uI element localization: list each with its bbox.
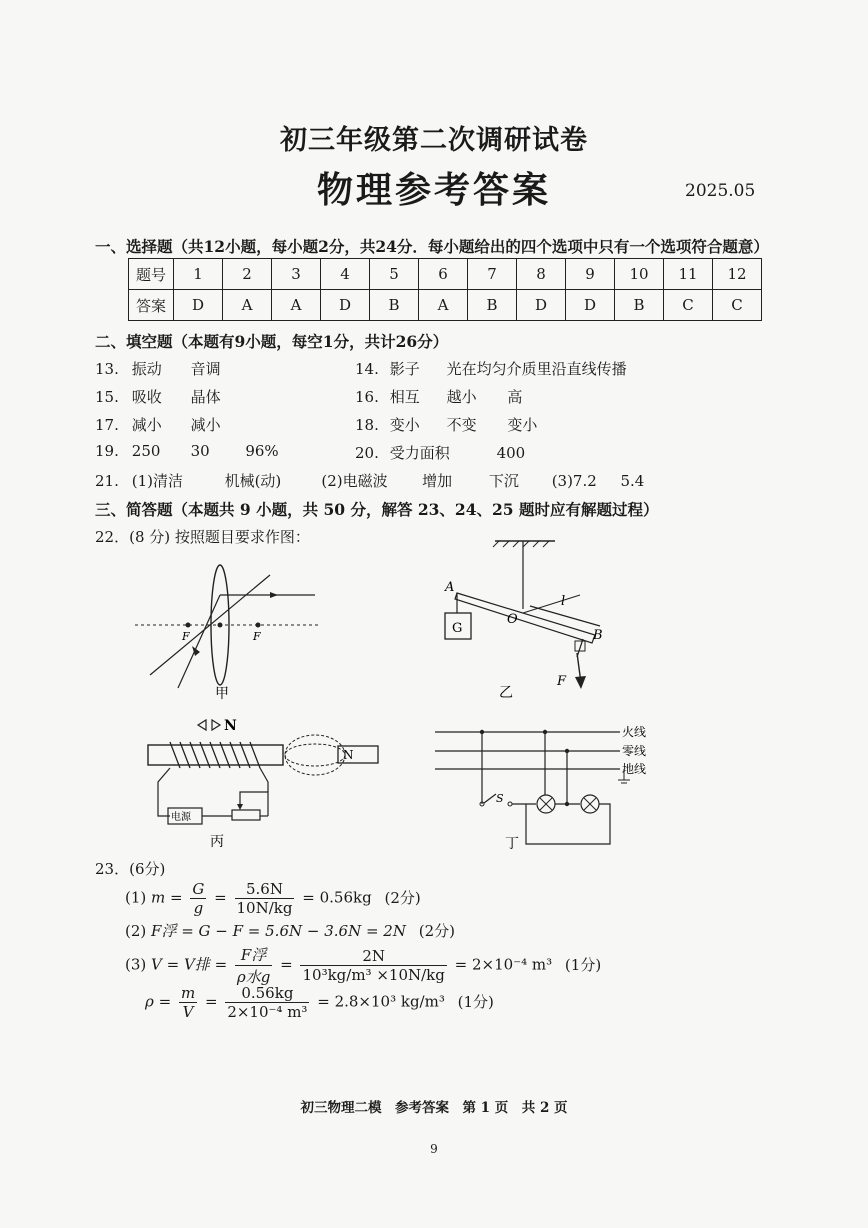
live-wire-label: 火线 — [622, 725, 647, 739]
formula-result: = 0.56kg — [302, 888, 372, 907]
answer-key-title: 物理参考答案 — [316, 169, 551, 211]
equals-sign: = — [204, 992, 218, 1011]
answer-cell: C — [713, 290, 762, 321]
answer-cell: A — [419, 290, 468, 321]
line-prefix: (2) — [125, 922, 147, 940]
item-number: 13. — [95, 360, 119, 378]
force-label-f: F — [557, 674, 567, 689]
fill-item-14 — [355, 358, 627, 379]
focus-label-right: F — [253, 630, 261, 643]
item-number: 14. — [355, 360, 379, 378]
question-22-prompt: 22．(8 分) 按照题目要求作图： — [95, 528, 310, 546]
formula-text: F浮 = G − F = 5.6N − 3.6N = 2N — [151, 922, 406, 940]
item-number: 19. — [95, 442, 119, 460]
focus-label-left: F — [182, 630, 190, 643]
question-number: 12 — [713, 259, 762, 290]
item-answer: 增加 — [422, 472, 453, 490]
item-number: 20. — [355, 444, 379, 462]
item-answer: 光在均匀介质里沿直线传播 — [446, 360, 627, 378]
focus-point-right — [256, 623, 261, 628]
fraction — [190, 880, 206, 917]
fill-item-15 — [95, 386, 221, 407]
formula-lhs: V = V排 = — [151, 955, 228, 974]
fill-item-16 — [355, 386, 522, 407]
item-answer: 400 — [496, 444, 526, 462]
item-answer: 高 — [507, 388, 523, 406]
answer-cell: D — [174, 290, 223, 321]
row-label-answer: 答案 — [129, 290, 174, 321]
item-answer: 下沉 — [488, 472, 519, 490]
answer-cell: A — [272, 290, 321, 321]
item-answer: 250 — [131, 442, 161, 460]
fraction-numerator: F浮 — [235, 944, 272, 966]
item-answer: 变小 — [507, 416, 538, 434]
coil-winding — [170, 742, 260, 768]
fraction-denominator: 2×10⁻⁴ m³ — [227, 1003, 308, 1021]
answer-table — [128, 258, 762, 321]
item-answer: 越小 — [446, 388, 477, 406]
answer-cell: B — [468, 290, 517, 321]
item-answer: 变小 — [389, 416, 420, 434]
score-note: (1分) — [564, 955, 602, 974]
magnet-pole-label: N — [343, 748, 354, 762]
answer-cell: D — [517, 290, 566, 321]
figure-yi-caption: 乙 — [499, 685, 513, 701]
question-number: 5 — [370, 259, 419, 290]
item-answer: 影子 — [389, 360, 420, 378]
fraction — [300, 947, 446, 984]
question-number: 1 — [174, 259, 223, 290]
switch-blade — [484, 794, 496, 803]
question-number: 10 — [615, 259, 664, 290]
question-number: 4 — [321, 259, 370, 290]
fill-item-19 — [95, 442, 279, 460]
score-note: (2分) — [384, 888, 421, 907]
item-number: 17. — [95, 416, 119, 434]
compass-pole-label: N — [224, 718, 237, 734]
item-answer: 音调 — [190, 360, 221, 378]
formula-lhs: ρ = — [145, 992, 172, 1011]
fraction-numerator: G — [192, 880, 205, 898]
item-answer: (2)电磁波 — [321, 472, 388, 490]
answer-cell: B — [615, 290, 664, 321]
fraction — [235, 880, 295, 917]
item-answer: 不变 — [446, 416, 477, 434]
lever-label-b: B — [593, 628, 603, 643]
answer-table-answer-row — [129, 290, 762, 321]
q23-line-4 — [145, 984, 494, 1021]
item-answer: 减小 — [190, 416, 221, 434]
fill-item-17 — [95, 414, 221, 435]
item-answer: 吸收 — [131, 388, 162, 406]
focus-point-left — [186, 623, 191, 628]
exam-title: 初三年级第二次调研试卷 — [280, 125, 588, 156]
item-number: 15. — [95, 388, 119, 406]
item-answer: (1)清洁 — [131, 472, 184, 490]
answer-cell: C — [664, 290, 713, 321]
question-23-label: 23．(6分) — [95, 860, 166, 878]
item-number: 16. — [355, 388, 379, 406]
q23-line-2 — [125, 920, 455, 941]
answer-cell: B — [370, 290, 419, 321]
fraction — [225, 984, 309, 1021]
exam-date: 2025.05 — [685, 181, 756, 201]
formula-lhs: m = — [151, 888, 183, 907]
item-answer: 受力面积 — [389, 444, 450, 462]
q23-line-3 — [125, 944, 601, 987]
fill-item-13 — [95, 358, 221, 379]
fraction-denominator: ρ水g — [236, 968, 271, 986]
item-answer: 减小 — [131, 416, 162, 434]
fraction-denominator: g — [193, 899, 204, 917]
item-answer: 5.4 — [620, 472, 645, 490]
question-number: 6 — [419, 259, 468, 290]
equals-sign: = — [214, 888, 227, 907]
page-footer: 初三物理二模 参考答案 第 1 页 共 2 页 — [300, 1100, 568, 1116]
fraction — [179, 984, 197, 1021]
row-label-number: 题号 — [129, 259, 174, 290]
item-answer: (3)7.2 — [551, 472, 597, 490]
lever-label-o: O — [507, 612, 518, 627]
neutral-wire-label: 零线 — [622, 744, 647, 758]
figure-yi-lever — [435, 535, 625, 705]
figure-bing-electromagnet — [140, 712, 385, 852]
rheostat — [232, 810, 260, 820]
lever-label-a: A — [445, 580, 455, 595]
equals-sign: = — [280, 955, 293, 974]
question-number: 11 — [664, 259, 713, 290]
item-answer: 机械(动) — [224, 472, 282, 490]
line-prefix: (3) — [125, 955, 147, 974]
question-number: 7 — [468, 259, 517, 290]
section3-heading: 三、简答题（本题共 9 小题，共 50 分，解答 23、24、25 题时应有解题过程） — [95, 500, 659, 519]
fraction-numerator: m — [180, 984, 196, 1002]
item-answer: 振动 — [131, 360, 162, 378]
item-answer: 30 — [190, 442, 210, 460]
switch-label: S — [496, 792, 504, 805]
fraction — [235, 944, 272, 987]
answer-cell: A — [223, 290, 272, 321]
figure-ding-circuit — [430, 720, 660, 860]
section1-heading: 一、选择题（共12小题，每小题2分，共24分．每小题给出的四个选项中只有一个选项符合题意） — [95, 237, 769, 256]
item-answer: 晶体 — [190, 388, 221, 406]
fraction-denominator: V — [182, 1003, 194, 1021]
fill-item-21 — [95, 470, 644, 491]
item-answer: 相互 — [389, 388, 420, 406]
fill-item-20 — [355, 442, 525, 463]
power-source-label: 电源 — [171, 812, 191, 823]
weight-label-g: G — [452, 621, 463, 636]
item-answer: 96% — [245, 442, 279, 460]
question-number: 9 — [566, 259, 615, 290]
q23-line-1 — [125, 880, 421, 917]
figure-jia-lens — [130, 560, 330, 705]
answer-table-number-row — [129, 259, 762, 290]
question-number: 3 — [272, 259, 321, 290]
score-note: (2分) — [418, 922, 456, 940]
lever-arm-label-l: l — [561, 594, 566, 609]
answer-cell: D — [321, 290, 370, 321]
item-number: 18. — [355, 416, 379, 434]
section2-heading: 二、填空题（本题有9小题，每空1分，共计26分） — [95, 332, 449, 351]
item-number: 21. — [95, 472, 119, 490]
fill-item-18 — [355, 414, 537, 435]
fraction-denominator: 10N/kg — [236, 899, 293, 917]
fraction-numerator: 2N — [300, 947, 446, 966]
fraction-numerator: 5.6N — [235, 880, 295, 899]
score-note: (1分) — [457, 992, 494, 1011]
figure-jia-caption: 甲 — [215, 686, 229, 702]
page-number: 9 — [430, 1142, 438, 1156]
formula-result: = 2.8×10³ kg/m³ — [317, 992, 445, 1011]
formula-result: = 2×10⁻⁴ m³ — [454, 955, 553, 974]
fraction-denominator: 10³kg/m³ ×10N/kg — [302, 966, 445, 984]
answer-cell: D — [566, 290, 615, 321]
fraction-numerator: 0.56kg — [225, 984, 309, 1003]
question-number: 2 — [223, 259, 272, 290]
question-number: 8 — [517, 259, 566, 290]
line-prefix: (1) — [125, 888, 147, 907]
figure-ding-caption: 丁 — [505, 836, 519, 852]
ground-wire-label: 地线 — [622, 762, 647, 776]
figure-bing-caption: 丙 — [210, 834, 224, 850]
